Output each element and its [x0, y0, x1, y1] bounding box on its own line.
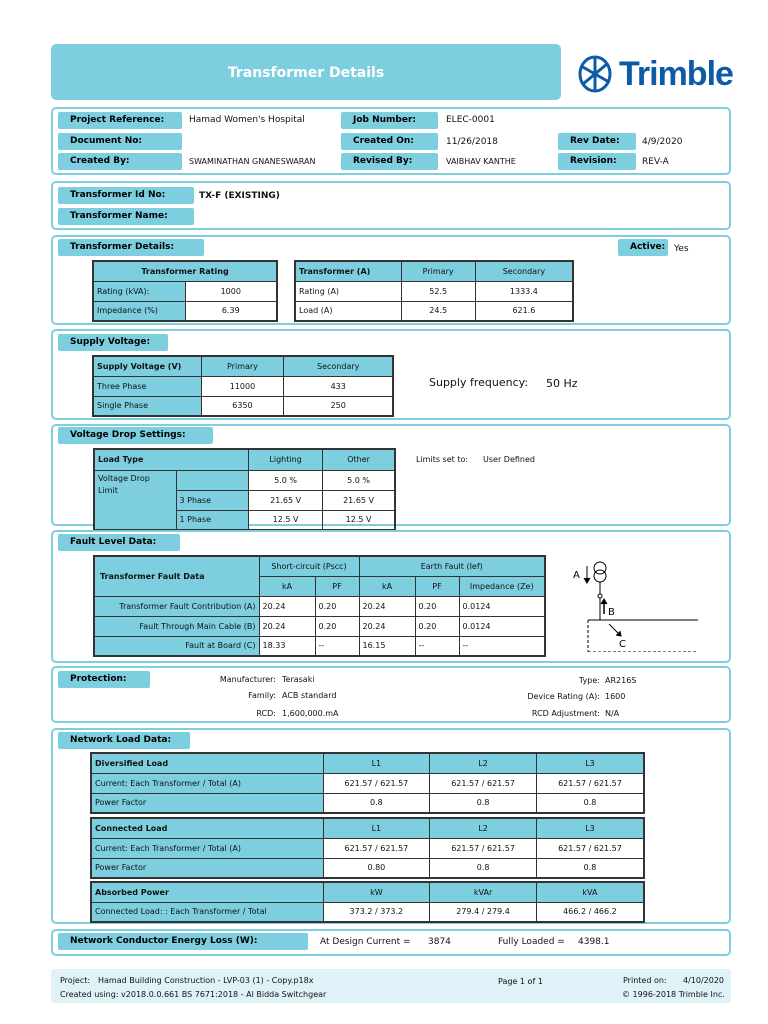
load-a-primary: 24.5 [401, 301, 475, 321]
limit-row-label: Limit [98, 485, 118, 495]
rating-a-secondary: 1333.4 [475, 281, 573, 301]
protection-label: Protection: [58, 671, 150, 688]
rating-a-label: Rating (A) [295, 281, 401, 301]
table-row [94, 636, 545, 656]
transformer-rating-table [92, 260, 278, 322]
l1-header: L1 [323, 753, 430, 773]
supply-primary-header: Primary [201, 356, 284, 376]
voltage-drop-label: Voltage Drop Settings: [58, 427, 213, 444]
project-reference-label: Project Reference: [58, 112, 182, 129]
table-row [94, 616, 545, 636]
supply-frequency-label: Supply frequency: [429, 376, 529, 389]
table-cell: 20.24 [359, 596, 415, 616]
table-cell: 0.8 [430, 858, 537, 878]
revision-label: Revision: [558, 153, 636, 170]
load-a-secondary: 621.6 [475, 301, 573, 321]
voltage-drop-row-label: Voltage Drop [98, 473, 150, 483]
table-cell: -- [459, 636, 545, 656]
transformer-current-table [294, 260, 574, 322]
revised-by-label: Revised By: [341, 153, 438, 170]
one-phase-limit-label: 1 Phase [176, 510, 249, 530]
diversified-load-header: Diversified Load [91, 753, 323, 773]
single-phase-label: Single Phase [93, 396, 201, 416]
created-on-label: Created On: [341, 133, 438, 150]
three-phase-primary: 11000 [201, 376, 284, 396]
rcd-value: 1,600,000.mA [282, 709, 339, 718]
table-row [91, 858, 644, 878]
revision-value: REV-A [642, 157, 669, 167]
transformer-id-label: Transformer Id No: [58, 187, 194, 204]
table-cell: 621.57 / 621.57 [430, 838, 537, 858]
kva-header: kVA [536, 882, 644, 902]
footer-created-using: Created using: v2018.0.0.661 BS 7671:2018 - Al Bidda Switchgear [60, 990, 327, 999]
primary-header: Primary [401, 261, 475, 281]
created-by-value: SWAMINATHAN GNANESWARAN [189, 157, 316, 166]
row-label: Current: Each Transformer / Total (A) [91, 838, 323, 858]
fault-row-label: Fault at Board (C) [94, 636, 259, 656]
rcd-adjustment-label: RCD Adjustment: [531, 709, 600, 718]
l2-header: L2 [430, 753, 537, 773]
table-row [94, 596, 545, 616]
fault-data-header: Transformer Fault Data [94, 556, 259, 596]
table-cell: 0.8 [323, 793, 430, 813]
rating-table-title: Transformer Rating [93, 261, 277, 281]
single-phase-primary: 6350 [201, 396, 284, 416]
rev-date-label: Rev Date: [558, 133, 636, 150]
footer-page: Page 1 of 1 [498, 977, 543, 986]
l3-header: L3 [536, 818, 644, 838]
table-cell: 0.8 [430, 793, 537, 813]
family-label: Family: [248, 691, 276, 700]
row-label: Power Factor [91, 793, 323, 813]
table-cell: 0.20 [415, 616, 459, 636]
three-phase-other-limit: 21.65 V [323, 490, 395, 510]
table-cell: 18.33 [259, 636, 315, 656]
fault-row-label: Fault Through Main Cable (B) [94, 616, 259, 636]
device-rating-value: 1600 [605, 692, 626, 701]
table-row [91, 793, 644, 813]
kw-header: kW [323, 882, 430, 902]
l3-header: L3 [536, 753, 644, 773]
supply-frequency-value: 50 Hz [546, 377, 578, 390]
footer-printed-label: Printed on: [623, 976, 667, 985]
supply-voltage-header: Supply Voltage (V) [93, 356, 201, 376]
supply-voltage-label: Supply Voltage: [58, 334, 168, 351]
three-phase-limit-label: 3 Phase [176, 490, 249, 510]
earth-fault-header: Earth Fault (Ief) [359, 556, 545, 576]
row-label: Current: Each Transformer / Total (A) [91, 773, 323, 793]
three-phase-label: Three Phase [93, 376, 201, 396]
energy-loss-label: Network Conductor Energy Loss (W): [58, 933, 308, 950]
manufacturer-label: Manufacturer: [219, 675, 276, 684]
fault-level-table [93, 555, 546, 657]
transformer-coil-icon [594, 570, 606, 582]
fault-row-label: Transformer Fault Contribution (A) [94, 596, 259, 616]
table-cell: 20.24 [259, 616, 315, 636]
table-cell: 20.24 [359, 616, 415, 636]
revised-by-value: VAIBHAV KANTHE [446, 157, 516, 166]
single-phase-secondary: 250 [284, 396, 393, 416]
row-label: Connected Load: : Each Transformer / Total [91, 902, 323, 922]
transformer-name-label: Transformer Name: [58, 208, 194, 225]
rev-date-value: 4/9/2020 [642, 137, 683, 147]
load-type-header: Load Type [94, 449, 249, 470]
table-cell: 16.15 [359, 636, 415, 656]
footer-project-label: Project: [60, 976, 91, 985]
network-load-label: Network Load Data: [58, 732, 190, 749]
logo-text: Trimble [619, 54, 733, 93]
table-cell: 373.2 / 373.2 [323, 902, 430, 922]
job-number-label: Job Number: [341, 112, 438, 129]
type-value: AR216S [605, 676, 637, 685]
document-no-label: Document No: [58, 133, 182, 150]
limits-set-value: User Defined [483, 455, 535, 464]
l2-header: L2 [430, 818, 537, 838]
secondary-header: Secondary [475, 261, 573, 281]
one-phase-lighting-limit: 12.5 V [249, 510, 323, 530]
table-row [91, 773, 644, 793]
table-cell: 621.57 / 621.57 [536, 773, 644, 793]
project-reference-value: Hamad Women's Hospital [189, 115, 305, 125]
vd-other-percent: 5.0 % [323, 470, 395, 490]
table-cell: 0.0124 [459, 596, 545, 616]
diagram-label-c: C [619, 639, 626, 650]
design-current-value: 3874 [428, 937, 451, 947]
transformer-details-label: Transformer Details: [58, 239, 204, 256]
created-on-value: 11/26/2018 [446, 137, 498, 147]
ef-pf-header: PF [415, 576, 459, 596]
transformer-id-value: TX-F (EXISTING) [199, 191, 280, 201]
table-row [91, 902, 644, 922]
table-cell: 0.8 [536, 858, 644, 878]
table-cell: 0.8 [536, 793, 644, 813]
trimble-logo [575, 50, 735, 98]
page-title: Transformer Details [51, 44, 561, 100]
table-cell: 0.80 [323, 858, 430, 878]
table-cell: -- [415, 636, 459, 656]
footer-project-value: Hamad Building Construction - LVP-03 (1) - Copy.p18x [98, 976, 314, 985]
table-cell: 20.24 [259, 596, 315, 616]
rcd-adjustment-value: N/A [605, 709, 620, 718]
footer-printed-value: 4/10/2020 [683, 976, 725, 985]
lighting-header: Lighting [249, 449, 323, 470]
table-cell: 279.4 / 279.4 [430, 902, 537, 922]
sc-ka-header: kA [259, 576, 315, 596]
table-cell: 0.0124 [459, 616, 545, 636]
active-label: Active: [618, 239, 668, 256]
other-header: Other [323, 449, 395, 470]
rating-kva-value: 1000 [185, 281, 277, 301]
load-a-label: Load (A) [295, 301, 401, 321]
row-label: Power Factor [91, 858, 323, 878]
diagram-label-a: A [573, 570, 580, 581]
connected-load-table [90, 817, 645, 879]
rating-kva-label: Rating (kVA): [93, 281, 185, 301]
fault-level-label: Fault Level Data: [58, 534, 180, 551]
active-value: Yes [674, 244, 689, 254]
family-value: ACB standard [282, 691, 337, 700]
kvar-header: kVAr [430, 882, 537, 902]
transformer-a-header: Transformer (A) [295, 261, 401, 281]
one-phase-other-limit: 12.5 V [323, 510, 395, 530]
globe-icon [575, 52, 615, 96]
voltage-drop-table [93, 448, 396, 531]
connected-load-header: Connected Load [91, 818, 323, 838]
table-cell: 0.20 [315, 596, 359, 616]
table-cell: 621.57 / 621.57 [536, 838, 644, 858]
impedance-label: Impedance (%) [93, 301, 185, 321]
impedance-value: 6.39 [185, 301, 277, 321]
three-phase-secondary: 433 [284, 376, 393, 396]
limits-set-label: Limits set to: [416, 455, 469, 464]
type-label: Type: [578, 676, 600, 685]
table-cell: 0.20 [415, 596, 459, 616]
three-phase-lighting-limit: 21.65 V [249, 490, 323, 510]
table-cell: 621.57 / 621.57 [323, 838, 430, 858]
table-cell: 621.57 / 621.57 [323, 773, 430, 793]
created-by-label: Created By: [58, 153, 182, 170]
footer-copyright: © 1996-2018 Trimble Inc. [622, 990, 725, 999]
short-circuit-header: Short-circuit (Pscc) [259, 556, 359, 576]
supply-voltage-table [92, 355, 394, 417]
rcd-label: RCD: [256, 709, 276, 718]
absorbed-power-table [90, 881, 645, 923]
table-cell: 621.57 / 621.57 [430, 773, 537, 793]
l1-header: L1 [323, 818, 430, 838]
job-number-value: ELEC-0001 [446, 115, 495, 125]
vd-lighting-percent: 5.0 % [249, 470, 323, 490]
supply-secondary-header: Secondary [284, 356, 393, 376]
fault-diagram [564, 556, 698, 652]
vd-percent-label [176, 470, 249, 490]
diversified-load-table [90, 752, 645, 814]
fully-loaded-label: Fully Loaded = [498, 937, 565, 947]
diagram-label-b: B [608, 607, 615, 618]
table-cell: 0.20 [315, 616, 359, 636]
absorbed-power-header: Absorbed Power [91, 882, 323, 902]
rating-a-primary: 52.5 [401, 281, 475, 301]
ef-impedance-header: Impedance (Ze) [459, 576, 545, 596]
device-rating-label: Device Rating (A): [527, 692, 600, 701]
table-row [91, 838, 644, 858]
ef-ka-header: kA [359, 576, 415, 596]
table-cell: -- [315, 636, 359, 656]
manufacturer-value: Terasaki [282, 675, 315, 684]
fully-loaded-value: 4398.1 [578, 937, 610, 947]
design-current-label: At Design Current = [320, 937, 411, 947]
table-cell: 466.2 / 466.2 [536, 902, 644, 922]
sc-pf-header: PF [315, 576, 359, 596]
